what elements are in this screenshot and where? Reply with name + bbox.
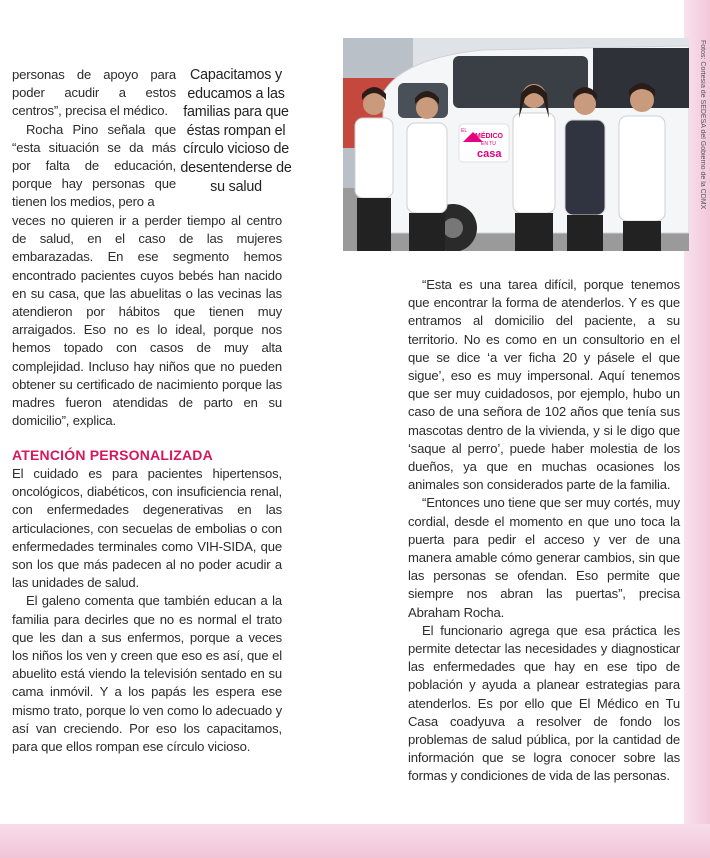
paragraph: veces no quieren ir a perder tiempo al centro de salud, en el caso de las mujeres embarazadas. En ese segmento hemos encontrado pacientes cuyos bebés han nacido en su casa, que las abuelitas o las vecinas las atendieron por hábitos que tienen muy arraigados. Eso no es lo ideal, porque nos hemos topado con casos de muy alta complejidad. Incluso hay niños que no pueden obtener su certificado de nacimiento porque las madres fueron atendidas de parto en su domicilio”, explica.	[12, 213, 282, 429]
paragraph: El funcionario agrega que esa práctica les permite detectar las necesidades y diagnosticar las enfermedades que hay en ese tipo de población y ayuda a planear estrategias para atenderlos. Es por ello que El Médico en Tu Casa coadyuva a resolver de fondo los problemas de salud pública, por la cantidad de información que se logra conocer sobre las formas y condiciones de vida de las personas.	[408, 622, 680, 784]
logo-line-2: MÉDICO	[475, 133, 503, 140]
paragraph: “Entonces uno tiene que ser muy cortés, muy cordial, desde el momento en que uno toca la puerta para pedir el acceso y ver de una manera amable cómo generar cambios, sin que las personas se ofendan. Eso permite que siempre nos abran las puertas”, precisa Abraham Rocha.	[408, 495, 680, 620]
photo-credit: Fotos: Cortesía de SEDESA del Gobierno de la CDMX	[699, 40, 706, 210]
section-heading: ATENCIÓN PERSONALIZADA	[12, 447, 213, 463]
pull-quote: Capacitamos y educamos a las familias para que éstas rompan el círculo vicioso de desentenderse de su salud	[180, 67, 292, 195]
team-photo	[343, 38, 689, 251]
column1-mid-text	[12, 212, 282, 430]
paragraph: El galeno comenta que también educan a la familia para decirles que no es normal el trato que les dan a sus enfermos, porque a veces los niños los ven y creen que eso es así, que el abuelito está viendo la televisión sentado en su cama inmóvil. Y a los papás les espera ese mismo trato, porque lo ven como lo adecuado y así van creciendo. Por eso los capacitamos, para que ellos rompan ese círculo vicioso.	[12, 593, 282, 755]
paragraph: “Esta es una tarea difícil, porque tenemos que encontrar la forma de atenderlos. Y es que entramos al domicilio del paciente, a su territorio. No es como en un consultorio en el que se dice ‘a ver ficha 20 y pásele el que sigue’, eso es muy impersonal. Aquí tenemos que ser muy cuidadosos, por ejemplo, hubo un caso de una señora de 102 años que tenía sus mascotas dentro de la vivienda, y si le digo que ‘saque al perro’, puede haber molestia de los dueños, ya que en muchas ocasiones los animales son considerados parte de la familia.	[408, 277, 680, 493]
paragraph: Rocha Pino señala que “esta situación se da más por falta de educación, porque hay personas que tienen los medios, pero a	[12, 121, 176, 210]
logo-line-1: EL	[461, 128, 468, 134]
column1-bottom-text	[12, 465, 282, 756]
paragraph: El cuidado es para pacientes hipertensos, oncológicos, diabéticos, con insuficiencia renal, con enfermedades degenerativas en las articulaciones, con secuelas de embolias o con enfermedades terminales como VIH-SIDA, que son los que más padecen al no poder acudir a las unidades de salud.	[12, 466, 282, 591]
page-bottom-band	[0, 824, 710, 858]
logo-line-4: casa	[477, 148, 502, 160]
logo-line-3: EN TU	[481, 141, 496, 147]
column1-top-text	[12, 66, 176, 212]
column2-text	[408, 276, 680, 786]
paragraph: personas de apoyo para poder acudir a estos centros”, precisa el médico.	[12, 67, 176, 119]
